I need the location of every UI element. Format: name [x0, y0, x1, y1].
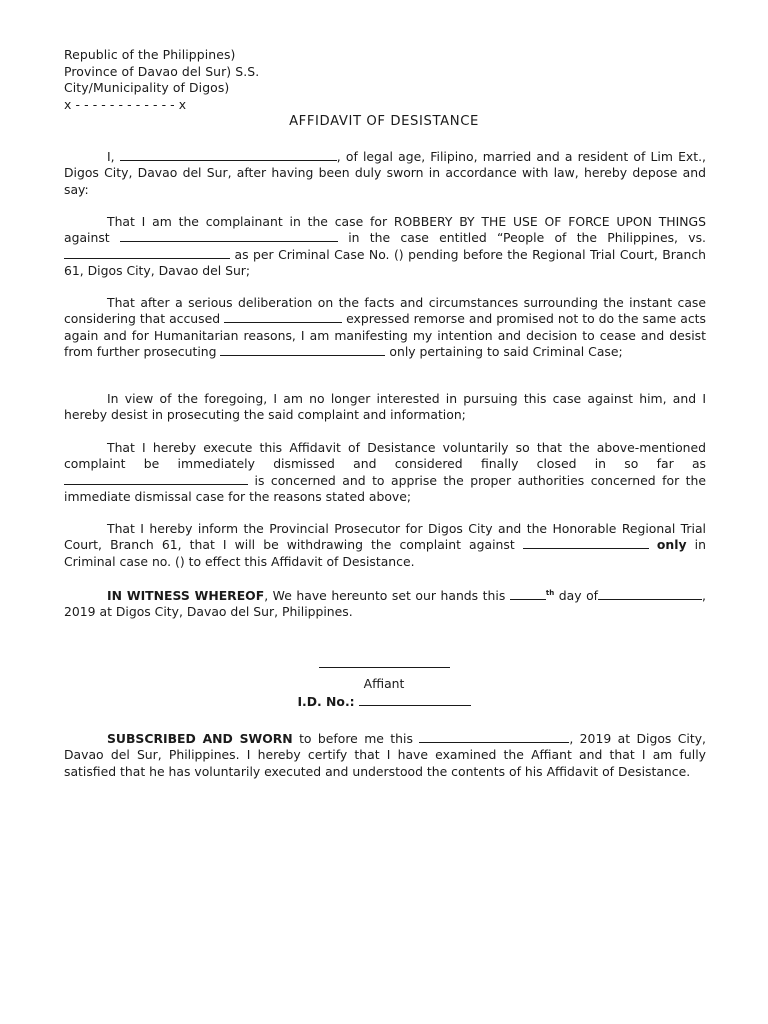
header-line-province: Province of Davao del Sur) S.S. — [64, 63, 260, 79]
p3-text-c: only pertaining to said Criminal Case; — [389, 343, 623, 359]
subscribed-sworn: SUBSCRIBED AND SWORN — [107, 731, 293, 746]
p6-text-a: That I hereby inform the Provincial Prosecutor for Digos City and the Honorable Regional Trial Court, Branch 61, that I will be withdrawing the complaint against — [64, 521, 706, 553]
prosecuting-blank — [220, 344, 385, 356]
id-label: I.D. No.: — [297, 694, 355, 709]
header-line-city: City/Municipality of Digos) — [64, 80, 230, 95]
paragraph-voluntary — [64, 440, 706, 505]
witness-whereof: IN WITNESS WHEREOF — [107, 588, 265, 604]
document-title: AFFIDAVIT OF DESISTANCE — [289, 114, 479, 129]
id-number-blank — [359, 694, 471, 706]
date-blank — [419, 731, 569, 743]
p8-text-a: to before me this — [299, 731, 413, 746]
p3-text-a: That after a serious deliberation on the facts and circumstances surrounding the instant case considering that accused — [64, 295, 706, 327]
case-party-blank — [64, 247, 230, 259]
affiant-name-blank — [120, 149, 337, 161]
month-blank — [598, 588, 702, 600]
p7-text-b: day of — [558, 588, 599, 604]
p2-text-c: as per Criminal Case No. () pending before the Regional Trial Court, Branch 61, Digos City, Davao del Sur; — [64, 246, 706, 278]
p5-text-b: is concerned and to apprise the proper authorities concerned for the immediate dismissal case for the reasons stated above; — [64, 472, 706, 504]
affiant-label: Affiant — [363, 676, 405, 691]
paragraph-witness — [64, 585, 706, 621]
concerned-party-blank — [64, 473, 248, 485]
day-blank — [510, 588, 546, 600]
paragraph-subscribed — [64, 731, 706, 780]
withdraw-against-blank — [523, 537, 649, 549]
p2-text-b: in the case entitled “People of the Philippines, vs. — [348, 230, 706, 246]
accused-blank — [224, 311, 342, 323]
signature-line — [0, 656, 768, 671]
p1-text-b: , of legal age, Filipino, married and a resident of Lim Ext., Digos City, Davao del Sur, after having been duly sworn in accordance with law, hereby depose and say: — [64, 149, 706, 197]
jurisdiction-header — [64, 47, 259, 113]
p1-text-a: I, — [107, 149, 115, 164]
paragraph-inform — [64, 521, 706, 570]
paragraph-affiant-identity — [64, 149, 706, 198]
day-suffix: th — [545, 589, 555, 597]
p4-text: In view of the foregoing, I am no longer interested in pursuing this case against him, and I hereby desist in prosecuting the said complaint and information; — [64, 391, 706, 423]
header-line-republic: Republic of the Philippines) — [64, 47, 236, 62]
header-separator: x - - - - - - - - - - - - x — [64, 96, 187, 112]
paragraph-deliberation — [64, 295, 706, 360]
paragraph-foregoing — [64, 391, 706, 424]
p3-text-b: expressed remorse and promised not to do the same acts again and for Humanitarian reasons, I am manifesting my intention and decision to cease and desist from further prosecuting — [64, 311, 706, 359]
accused-name-blank — [120, 230, 338, 242]
p6-only: only — [656, 537, 687, 553]
p8-text-b: , 2019 at Digos City, Davao del Sur, Philippines. I hereby certify that I have examined the Affiant and that I am fully satisfied that he has voluntarily executed and understood the contents of his Affidavit of Desistance. — [64, 731, 706, 779]
id-number-row — [0, 694, 768, 709]
p7-text-a: , We have hereunto set our hands this — [264, 588, 506, 604]
p7-text-c: , 2019 at Digos City, Davao del Sur, Philippines. — [64, 588, 706, 620]
p5-text-a: That I hereby execute this Affidavit of Desistance voluntarily so that the above-mentioned complaint be immediately dismissed and considered finally closed in so far as — [64, 440, 706, 472]
paragraph-complainant — [64, 214, 706, 279]
p2-text-a: That I am the complainant in the case for ROBBERY BY THE USE OF FORCE UPON THINGS against — [64, 214, 706, 246]
p6-text-b: in Criminal case no. () to effect this Affidavit of Desistance. — [64, 537, 706, 569]
